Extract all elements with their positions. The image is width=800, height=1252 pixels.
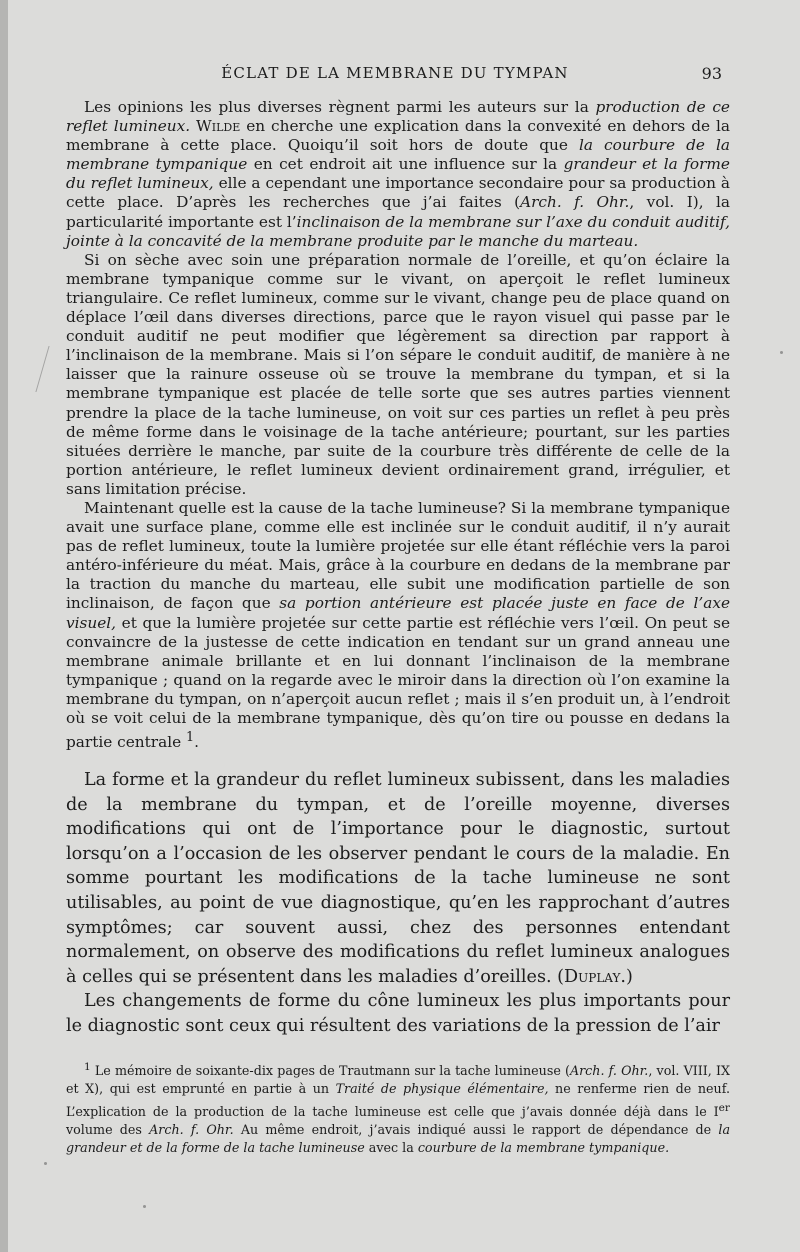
text-run: en cherche une explication dans la convexité en dehors de la membrane à cette place. Quoiqu’il soit hors de doute que — [66, 117, 730, 155]
text-run: , vol. I), la particularité importante est l’ — [66, 193, 730, 231]
paragraph-production-reflet — [66, 98, 730, 251]
running-title: ÉCLAT DE LA MEMBRANE DU TYMPAN — [221, 64, 569, 82]
page-number: 93 — [701, 64, 722, 83]
ordinal-suffix: er — [718, 1101, 730, 1114]
paper-speck — [780, 351, 783, 354]
author-name: Duplay — [564, 966, 621, 987]
running-head — [68, 64, 722, 88]
italic-phrase: la grandeur et de la forme de la tache lumineuse — [66, 1122, 731, 1156]
italic-phrase: sa portion antérieure est placée juste en face de l’axe visuel, — [66, 594, 731, 632]
italic-phrase: la courbure de la membrane tympanique — [66, 136, 730, 174]
footnote — [66, 1058, 730, 1157]
paper-speck — [44, 1162, 47, 1165]
upper-body-text — [66, 98, 730, 752]
text-run: Maintenant quelle est la cause de la tache lumineuse? Si la membrane tympanique avait une surface plane, comme elle est inclinée sur le conduit auditif, il n’y aurait pas de reflet lumineux, toute la lumière projetée sur elle étant réfléchie vers la paroi antéro-inférieure du méat. Mais, grâce à la courbure en dedans de la membrane par la traction du manche du marteau, elle subit une modification partielle de son inclinaison, de façon que — [66, 498, 730, 613]
text-run: et que la lumière projetée sur cette partie est réfléchie vers l’œil. On peut se convaincre de la justesse de cette indication en tendant sur un grand anneau une membrane animale brillante et en lui donnant l’inclinaison de la membrane tympanique ; quand on la regarde avec le miroir dans la direction où l’on examine la membrane du tympan, on n’aperçoit aucun reflet ; mais il s’en produit un, à l’endroit où se voit celui de la membrane tympanique, dès qu’on tire ou pousse en dedans la partie centrale — [66, 613, 730, 752]
text-run: .) — [620, 966, 633, 987]
paper-speck — [143, 1205, 146, 1208]
paragraph-cause-tache — [66, 499, 730, 752]
italic-phrase: production de ce reflet lumineux. — [66, 98, 730, 136]
journal-reference: Arch. f. Ohr. — [569, 1063, 649, 1079]
text-run: Au même endroit, j’avais indiqué aussi le rapport de dépendance de — [233, 1122, 719, 1138]
text-run: Le mémoire de soixante-dix pages de Trautmann sur la tache lumineuse ( — [90, 1063, 570, 1079]
margin-pencil-mark — [35, 346, 63, 392]
text-run: avec la — [364, 1140, 418, 1156]
text-run: en cet endroit ait une influence sur la — [247, 155, 564, 174]
journal-reference: Arch. f. Ohr. — [149, 1122, 234, 1138]
paragraph-changements-forme: Les changements de forme du cône lumineux les plus importants pour le diagnostic sont ceux qui résultent des variations de la pression de l’air — [66, 991, 730, 1036]
footnote-marker: 1 — [84, 1061, 91, 1073]
book-title: Traité de physique élémentaire, — [335, 1081, 549, 1097]
italic-phrase: grandeur et la forme du reflet lumineux, — [66, 155, 730, 193]
journal-reference: Arch. f. Ohr. — [520, 193, 630, 212]
italic-phrase: courbure de la membrane tympanique. — [417, 1140, 670, 1156]
author-name: Wilde — [196, 117, 241, 136]
text-run: volume des — [66, 1122, 150, 1138]
italic-phrase: inclinaison de la membrane sur l’axe du conduit auditif, jointe à la concavité de la membrane produite par le manche du marteau. — [66, 212, 730, 250]
text-run: Les opinions les plus diverses règnent parmi les auteurs sur la — [84, 98, 596, 116]
text-run: elle a cependant une importance secondaire pour sa production à cette place. D’après les recherches que j’ai faites ( — [66, 174, 730, 212]
text-run: La forme et la grandeur du reflet lumineux subissent, dans les maladies de la membrane du tympan, et de l’oreille moyenne, diverses modifications qui ont de l’importance pour le diagnostic, surtout lorsqu’on a l’occasion de les observer pendant le cours de la maladie. En somme pourtant les modifications de la tache lumineuse ne sont utilisables, au point de vue diagnostique, qu’en les rapprochant d’autres symptômes; car souvent aussi, chez des personnes entendant normalement, on observe des modifications du reflet lumineux analogues à celles qui se présentent dans les maladies d’oreilles. ( — [66, 770, 730, 987]
footnote-reference: 1 — [186, 730, 195, 746]
paragraph-maladies — [66, 768, 730, 989]
lower-body-text — [66, 768, 730, 1039]
text-run: . — [194, 733, 200, 752]
footnote-paragraph — [66, 1058, 730, 1157]
paragraph-preparation-normale: Si on sèche avec soin une préparation normale de l’oreille, et qu’on éclaire la membrane tympanique comme sur le vivant, on aperçoit le reflet lumineux triangulaire. Ce reflet lumineux, comme sur le vivant, change peu de place quand on déplace l’œil dans diverses directions, parce que le rayon visuel qui passe par le conduit auditif ne peut modifier que légèrement sa direction par rapport à l’inclinaison de la membrane. Mais si l’on sépare le conduit auditif, de manière à ne laisser que la rainure osseuse où se trouve la membrane du tympan, et si la membrane tympanique est placée de telle sorte que ses autres parties viennent prendre la place de la tache lumineuse, on voit sur ces parties un reflet à peu près de même forme dans le voisinage de la tache antérieure; pourtant, sur les parties situées derrière le manche, par suite de la courbure très différente de celle de la portion antérieure, le reflet lumineux devient ordinairement grand, irrégulier, et sans limitation précise. — [66, 250, 730, 498]
text-run: ne renferme rien de neuf. L’explication de la production de la tache lumineuse est celle que j’avais donnée déjà dans le I — [66, 1081, 730, 1119]
text-run: , vol. VIII, IX et X), qui est emprunté en partie à un — [66, 1063, 730, 1097]
